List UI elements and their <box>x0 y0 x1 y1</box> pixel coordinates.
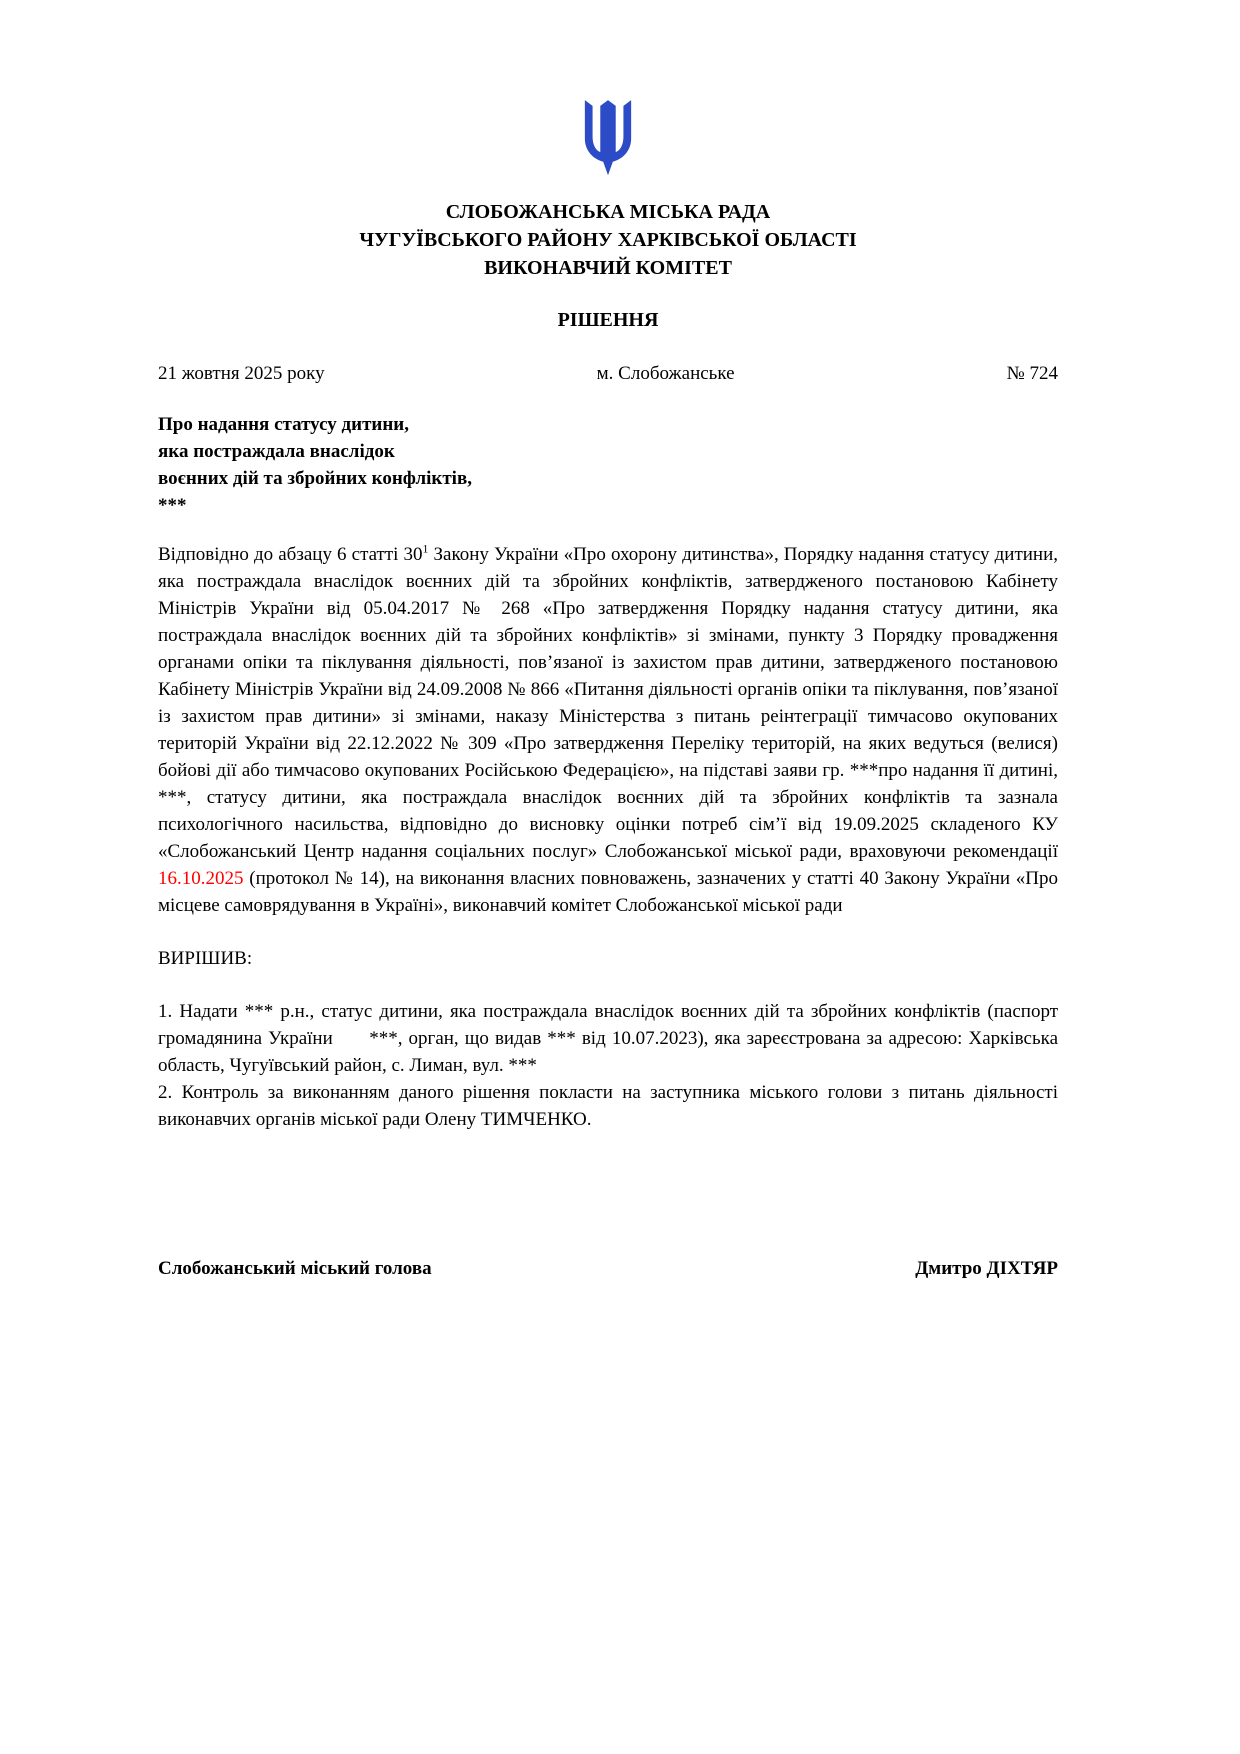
ukraine-trident-emblem <box>158 100 1058 190</box>
document-number: № 724 <box>1006 363 1058 384</box>
preamble-text-start: Відповідно до абзацу 6 статті 30 <box>158 544 423 565</box>
document-place: м. Слобожанське <box>596 363 735 384</box>
signature-row <box>158 1255 1058 1282</box>
resolution-item-2: 2. Контроль за виконанням даного рішення покласти на заступника міського голови з питань діяльності виконавчих органів міської ради Олену ТИМЧЕНКО. <box>158 1082 1058 1130</box>
signer-name: Дмитро ДІХТЯР <box>915 1258 1058 1279</box>
org-name-line-3: ВИКОНАВЧИЙ КОМІТЕТ <box>484 257 732 279</box>
org-header <box>158 198 1058 282</box>
subject-line-1: Про надання статусу дитини, <box>158 414 409 435</box>
resolution-items <box>158 998 1058 1133</box>
resolution-item-1: 1. Надати *** р.н., статус дитини, яка постраждала внаслідок воєнних дій та збройних конфліктів (паспорт громадянина України ***, орган, що видав *** від 10.07.2023), яка зареєстрована за адресою: Харківська область, Чугуївський район, с. Лиман, вул. *** <box>158 1001 1058 1076</box>
article-superscript: 1 <box>422 542 429 556</box>
meta-row <box>158 360 1058 387</box>
org-name-line-1: СЛОБОЖАНСЬКА МІСЬКА РАДА <box>445 201 771 223</box>
subject-line-4: *** <box>158 495 187 516</box>
resolved-label: ВИРІШИВ: <box>158 948 253 969</box>
subject-line-3: воєнних дій та збройних конфліктів, <box>158 468 472 489</box>
subject-block <box>158 411 1058 519</box>
highlighted-date: 16.10.2025 <box>158 868 244 889</box>
signature-title: Слобожанський міський голова <box>158 1258 432 1279</box>
preamble-text-end: (протокол № 14), на виконання власних повноважень, зазначених у статті 40 Закону України «Про місцеве самоврядування в Україні», виконавчий комітет Слобожанської міської ради <box>158 868 1058 916</box>
org-name-line-2: ЧУГУЇВСЬКОГО РАЙОНУ ХАРКІВСЬКОЇ ОБЛАСТІ <box>359 229 857 251</box>
subject-line-2: яка постраждала внаслідок <box>158 441 395 462</box>
preamble-paragraph <box>158 541 1058 919</box>
document-date: 21 жовтня 2025 року <box>158 363 325 384</box>
preamble-text-middle: Закону України «Про охорону дитинства», Порядку надання статусу дитини, яка постраждала внаслідок воєнних дій та збройних конфліктів, затвердженого постановою Кабінету Міністрів України від 05.04.2017 № 268 «Про затвердження Порядку надання статусу дитини, яка постраждала внаслідок воєнних дій та збройних конфліктів» зі змінами, пункту 3 Порядку провадження органами опіки та піклування діяльності, пов’язаної із захистом прав дитини, затвердженого постановою Кабінету Міністрів України від 24.09.2008 № 866 «Питання діяльності органів опіки та піклування, пов’язаної із захистом прав дитини» зі змінами, наказу Міністерства з питань реінтеграції тимчасово окупованих територій України від 22.12.2022 № 309 «Про затвердження Переліку територій, на яких ведуться (велися) бойові дії або тимчасово окупованих Російською Федерацією», на підставі заяви гр. ***про надання її дитині, ***, статусу дитини, яка постраждала внаслідок воєнних дій та збройних конфліктів та зазнала психологічного насильства, відповідно до висновку оцінки потреб сім’ї від 19.09.2025 складеного КУ «Слобожанський Центр надання соціальних послуг» Слобожанської міської ради, враховуючи рекомендації <box>158 544 1058 862</box>
trident-glyph <box>585 100 631 175</box>
document-type-title: РІШЕННЯ <box>557 309 659 331</box>
